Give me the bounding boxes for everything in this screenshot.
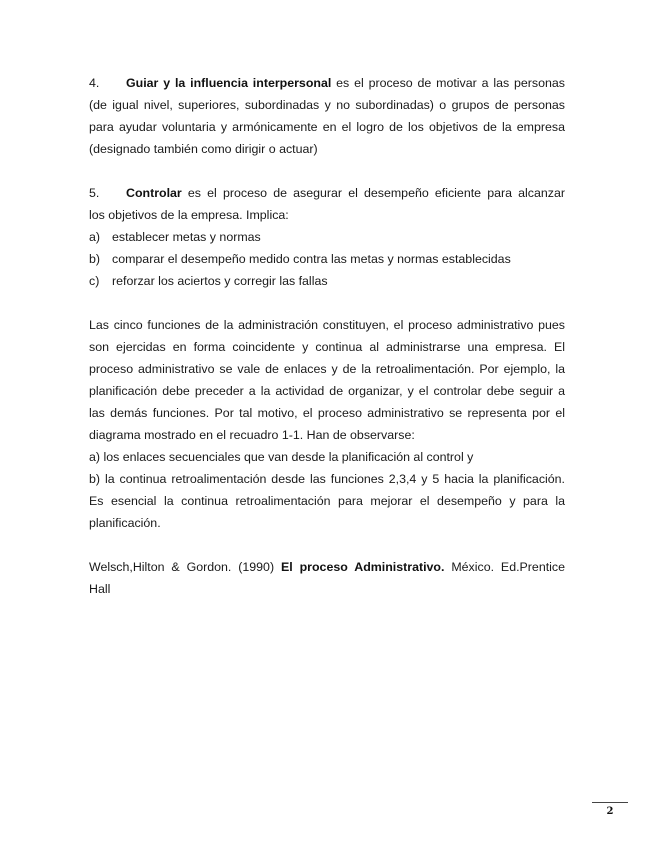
section-5-number: 5. [89, 186, 100, 200]
section-5-item-c [89, 270, 565, 292]
section-4-line-4: (designado también como dirigir o actuar) [89, 142, 318, 156]
section-5-item-b [89, 248, 565, 270]
section-4-line-1-rest: es el proceso de motivar a las personas [331, 76, 565, 90]
reference-line-2: Hall [89, 582, 111, 596]
item-label: b) [89, 252, 101, 266]
paragraph-line: proceso administrativo se vale de enlaces y de la retroalimentación. Por ejemplo, la [89, 362, 565, 376]
section-4-line-2: (de igual nivel, superiores, subordinadas y no subordinadas) o grupos de personas [89, 98, 565, 112]
footer-divider [592, 802, 628, 803]
section-5-line-2: los objetivos de la empresa. Implica: [89, 208, 289, 222]
item-text: comparar el desempeño medido contra las metas y normas establecidas [112, 252, 511, 266]
section-5-line-1-rest: es el proceso de asegurar el desempeño eficiente para alcanzar [181, 186, 565, 200]
item-text: establecer metas y normas [112, 230, 261, 244]
paragraph-line: a) los enlaces secuenciales que van desde la planificación al control y [89, 450, 474, 464]
section-5-item-a [89, 226, 565, 248]
page-number: 2 [606, 806, 614, 817]
paragraph-line: Es esencial la continua retroalimentación para mejorar el desempeño y para la [89, 494, 565, 508]
section-4-line-3: para ayudar voluntaria y armónicamente en el logro de los objetivos de la empresa [89, 120, 565, 134]
section-4-number: 4. [89, 76, 100, 90]
paragraph-line: son ejercidas en forma coincidente y continua al administrarse una empresa. El [89, 340, 565, 354]
section-5-term: Controlar [126, 186, 182, 200]
section-4-term: Guiar y la influencia interpersonal [126, 76, 332, 90]
document-page [89, 72, 565, 600]
paragraph-line: las demás funciones. Por tal motivo, el proceso administrativo se representa por el [89, 406, 565, 420]
reference-line-1 [89, 556, 565, 578]
section-4-line-1 [89, 72, 565, 94]
paragraph-line: b) la continua retroalimentación desde las funciones 2,3,4 y 5 hacia la planificación. [89, 472, 565, 486]
paragraph-line: diagrama mostrado en el recuadro 1-1. Han de observarse: [89, 428, 415, 442]
item-text: reforzar los aciertos y corregir las fallas [112, 274, 328, 288]
item-label: c) [89, 274, 100, 288]
reference-title: El proceso Administrativo. [280, 560, 445, 574]
item-label: a) [89, 230, 101, 244]
paragraph-line: Las cinco funciones de la administración constituyen, el proceso administrativo pues [89, 318, 565, 332]
section-5-line-1 [89, 182, 565, 204]
paragraph-line: planificación. [89, 516, 161, 530]
reference-authors: Welsch,Hilton & Gordon. (1990) [89, 560, 281, 574]
reference-publisher: México. Ed.Prentice [444, 560, 565, 574]
paragraph-line: planificación debe preceder a la actividad de organizar, y el controlar debe seguir a [89, 384, 565, 398]
